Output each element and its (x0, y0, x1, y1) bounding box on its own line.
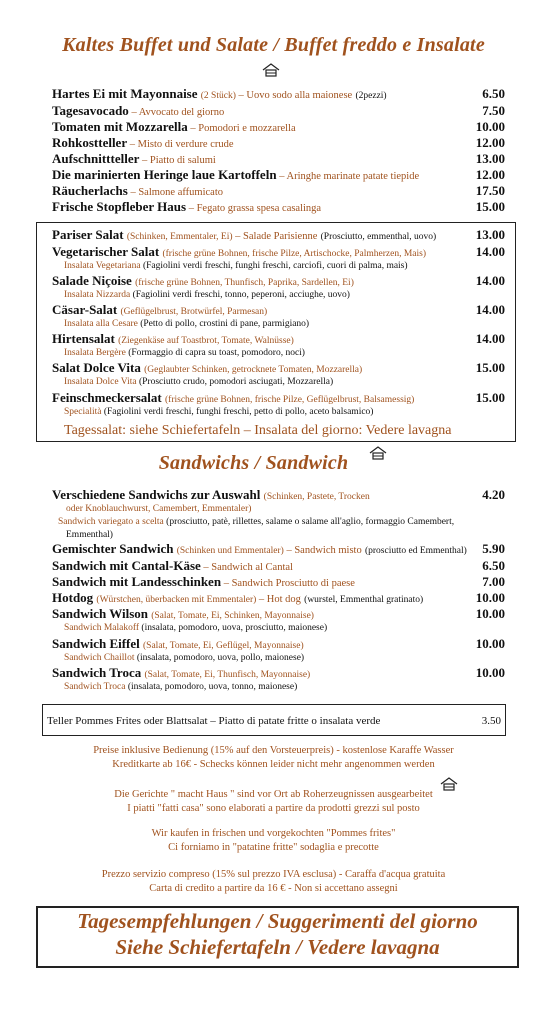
sandwich-name: Sandwich Eiffel (52, 636, 140, 651)
sandwich-price: 10.00 (475, 636, 505, 651)
note-line: Kreditkarte ab 16€ - Schecks können leider nicht mehr angenommen werden (112, 759, 435, 770)
salad-price: 14.00 (475, 302, 505, 317)
daily-salad-line: Tagessalat: siehe Schiefertafeln – Insalata del giorno: Vedere lavagna (64, 423, 452, 438)
sandwich-desc: (Salat, Tomate, Ei, Thunfisch, Mayonnaise) (144, 670, 311, 680)
sandwich-price: 4.20 (482, 487, 505, 502)
section-title-sandwiches: Sandwichs / Sandwich (158, 452, 349, 474)
salad-desc-it: (Fagiolini verdi freschi, tonno, peperoni, acciughe, uovo) (132, 290, 350, 300)
salad-italian (64, 376, 333, 389)
salad-italian (64, 260, 408, 273)
sandwich-italian (64, 681, 297, 694)
menu-item: Tagesavocado – Avvocato del giorno 7.50 (52, 103, 505, 118)
salad-desc: (Geflügelbrust, Brotwürfel, Parmesan) (120, 307, 268, 317)
fries-price: 3.50 (481, 715, 501, 727)
footer-line-2: Siehe Schiefertafeln / Vedere lavagna (115, 935, 440, 959)
sandwich-name-it: Sandwich variegato a scelta (58, 517, 164, 527)
sandwich-italian (64, 652, 304, 665)
sandwich-desc-it: (prosciutto, patè, rillettes, salame o salame all'aglio, formaggio Camembert, (166, 517, 455, 527)
menu-item: Rohkostteller – Misto di verdure crude 12.00 (52, 135, 505, 150)
sandwich-item: Sandwich mit Landesschinken – Sandwich Prosciutto di paese 7.00 (52, 574, 505, 589)
sandwich-name-it: Sandwich Troca (64, 682, 126, 692)
salad-price: 14.00 (475, 244, 505, 259)
sandwich-desc-it: (insalata, pomodoro, uova, prosciutto, maionese) (141, 623, 328, 633)
item-name-it: Piatto di salumi (149, 155, 216, 166)
salad-price: 14.00 (475, 331, 505, 346)
sandwich-price: 7.00 (482, 574, 505, 589)
salad-italian (64, 318, 309, 331)
salad-desc: (frische grüne Bohnen, Thunfisch, Paprika, Sardellen, Ei) (135, 278, 354, 288)
salad-desc-it: (Prosciutto, emmenthal, uovo) (320, 232, 437, 242)
item-qty-de: (2 Stück) (200, 91, 236, 101)
menu-item: Frische Stopfleber Haus – Fegato grassa spesa casalinga 15.00 (52, 199, 505, 214)
sandwich-item: Sandwich mit Cantal-Käse – Sandwich al Cantal 6.50 (52, 558, 505, 573)
note-line: I piatti "fatti casa" sono elaborati a partire da prodotti grezzi sul posto (127, 803, 420, 814)
sandwich-italian (64, 622, 327, 635)
sandwich-price: 10.00 (475, 590, 505, 605)
salad-name: Salat Dolce Vita (52, 360, 141, 375)
sandwich-name: Sandwich mit Cantal-Käse (52, 558, 201, 573)
menu-item: Räucherlachs – Salmone affumicato 17.50 (52, 183, 505, 198)
sandwich-desc: (Salat, Tomate, Ei, Geflügel, Mayonnaise) (143, 641, 304, 651)
sandwich-price: 6.50 (482, 558, 505, 573)
sandwich-desc: (Würstchen, überbacken mit Emmentaler) (96, 595, 257, 605)
item-name-it: Avvocato del giorno (138, 107, 225, 118)
salad-desc-it: (Fagiolini verdi freschi, funghi freschi, carciofi, cuori di palma, mais) (142, 261, 408, 271)
menu-item: Aufschnittteller – Piatto di salumi 13.00 (52, 151, 505, 166)
daily-recommendations-box (36, 906, 519, 968)
sandwich-name: Gemischter Sandwich (52, 541, 174, 556)
item-name-de: Rohkostteller (52, 135, 128, 150)
sandwich-name-it: Sandwich misto (294, 545, 362, 556)
item-price: 12.00 (475, 135, 505, 150)
fries-line (47, 713, 501, 729)
sandwich-name: Verschiedene Sandwichs zur Auswahl (52, 487, 261, 502)
item-name-it: Aringhe marinate patate tiepide (286, 171, 420, 182)
salad-desc: (Geglaubter Schinken, getrocknete Tomaten, Mozzarella) (144, 365, 363, 375)
note-line: Prezzo servizio compreso (15% sul prezzo IVA esclusa) - Caraffa d'acqua gratuita (101, 869, 446, 880)
sandwich-name: Sandwich mit Landesschinken (52, 574, 222, 589)
item-name-it: Pomodori e mozzarella (198, 123, 296, 134)
salad-desc: (frische grüne Bohnen, frische Pilze, Artischocke, Palmherzen, Mais) (162, 249, 427, 259)
house-made-icon (369, 446, 387, 460)
salad-italian (64, 406, 373, 419)
salad-name: Vegetarischer Salat (52, 244, 160, 259)
salad-italian (64, 347, 305, 360)
salad-name: Feinschmeckersalat (52, 390, 162, 405)
salad-price: 13.00 (475, 227, 505, 242)
item-price: 7.50 (482, 103, 505, 118)
item-name-de: Tomaten mit Mozzarella (52, 119, 188, 134)
item-price: 15.00 (475, 199, 505, 214)
item-price: 12.00 (475, 167, 505, 182)
menu-item: Die marinierten Heringe laue Kartoffeln – Aringhe marinate patate tiepide 12.00 (52, 167, 505, 182)
sandwich-name: Sandwich Wilson (52, 606, 148, 621)
item-name-it: Salmone affumicato (138, 187, 223, 198)
item-name-it: Fegato grassa spesa casalinga (196, 203, 322, 214)
salad-name-it: Insalata Nizzarda (64, 290, 131, 300)
menu-item: Hartes Ei mit Mayonnaise (2 Stück) – Uovo sodo alla maionese (2pezzi) 6.50 (52, 86, 505, 101)
salad-name-it: Insalata Dolce Vita (64, 377, 137, 387)
salad-name: Cäsar-Salat (52, 302, 118, 317)
footer-line-1: Tagesempfehlungen / Suggerimenti del giorno (77, 909, 478, 933)
sandwich-name-it: Hot dog (266, 594, 301, 605)
house-made-icon (262, 63, 280, 77)
salad-name: Hirtensalat (52, 331, 115, 346)
item-name-de: Tagesavocado (52, 103, 129, 118)
note-line: Preise inklusive Bedienung (15% auf den Vorsteuerpreis) - kostenlose Karaffe Wasser (93, 745, 454, 756)
note-line: Die Gerichte " macht Haus " sind vor Ort ab Roherzeugnissen ausgearbeitet (114, 789, 433, 800)
sandwich-desc: (Salat, Tomate, Ei, Schinken, Mayonnaise) (151, 611, 314, 621)
item-name-de: Aufschnittteller (52, 151, 140, 166)
sandwich-name: Hotdog (52, 590, 94, 605)
sandwich-name-it: Sandwich Prosciutto di paese (231, 578, 355, 589)
sandwich-price: 10.00 (475, 606, 505, 621)
item-name-de: Hartes Ei mit Mayonnaise (52, 86, 198, 101)
sandwich-desc-it: (wurstel, Emmenthal gratinato) (304, 595, 424, 605)
section-title-buffet: Kaltes Buffet und Salate / Buffet freddo e Insalate (62, 34, 485, 56)
sandwich-italian (58, 516, 454, 529)
item-name-de: Frische Stopfleber Haus (52, 199, 187, 214)
sandwich-price: 5.90 (482, 541, 505, 556)
sandwich-desc-it: (prosciutto ed Emmenthal) (364, 546, 467, 556)
item-qty-it: (2pezzi) (355, 91, 387, 101)
salad-name-it: Insalata Vegetariana (64, 261, 141, 271)
sandwich-name-it: Sandwich Chaillot (64, 653, 135, 663)
fries-text: Teller Pommes Frites oder Blattsalat – Piatto di patate fritte o insalata verde (47, 715, 381, 727)
salad-name: Salade Niçoise (52, 273, 132, 288)
salad-desc-it: (Prosciutto crudo, pomodori asciugati, Mozzarella) (138, 377, 334, 387)
item-price: 17.50 (475, 183, 505, 198)
sandwich-desc-it: (insalata, pomodoro, uova, pollo, maionese) (136, 653, 305, 663)
item-name-de: Die marinierten Heringe laue Kartoffeln (52, 167, 277, 182)
salad-price: 15.00 (475, 360, 505, 375)
salad-item: Pariser Salat (Schinken, Emmentaler, Ei) – Salade Parisienne (Prosciutto, emmenthal, uovo) 13.00 (52, 227, 505, 242)
salad-desc: (frische grüne Bohnen, frische Pilze, Geflügelbrust, Balsamessig) (165, 395, 415, 405)
salad-desc: (Schinken, Emmentaler, Ei) (126, 232, 233, 242)
item-name-de: Räucherlachs (52, 183, 128, 198)
note-line: Wir kaufen in frischen und vorgekochten "Pommes frites" (151, 828, 396, 839)
salad-desc-it: (Formaggio di capra su toast, pomodoro, noci) (128, 348, 305, 358)
item-price: 10.00 (475, 119, 505, 134)
sandwich-desc-it-cont: Emmenthal) (66, 530, 113, 540)
salad-italian (64, 289, 350, 302)
menu-item: Tomaten mit Mozzarella – Pomodori e mozzarella 10.00 (52, 119, 505, 134)
sandwich-item: Hotdog (Würstchen, überbacken mit Emmentaler) – Hot dog (wurstel, Emmenthal gratinato) 10.00 (52, 590, 505, 605)
salad-name-it: Insalata alla Cesare (64, 319, 138, 329)
sandwich-name-it: Sandwich al Cantal (211, 562, 293, 573)
sandwich-desc-it: (insalata, pomodoro, uova, tonno, maionese) (127, 682, 298, 692)
item-name-it: Misto di verdure crude (137, 139, 234, 150)
sandwich-item: Gemischter Sandwich (Schinken und Emmentaler) – Sandwich misto (prosciutto ed Emmenthal) 5.90 (52, 541, 505, 556)
salad-price: 14.00 (475, 273, 505, 288)
salad-name-it: Insalata Bergère (64, 348, 126, 358)
note-line: Ci forniamo in "patatine fritte" sodaglia e precotte (168, 842, 379, 853)
salad-name-it: Specialità (64, 407, 102, 417)
sandwich-name-it: Sandwich Malakoff (64, 623, 140, 633)
item-price: 6.50 (482, 86, 505, 101)
sandwich-desc: (Schinken, Pastete, Trocken (263, 492, 370, 502)
sandwich-name: Sandwich Troca (52, 665, 142, 680)
item-price: 13.00 (475, 151, 505, 166)
salad-desc-it: (Petto di pollo, crostini di pane, parmigiano) (140, 319, 310, 329)
salad-name-it: Salade Parisienne (243, 231, 318, 242)
item-name-it: Uovo sodo alla maionese (246, 90, 353, 101)
salad-desc: (Ziegenkäse auf Toastbrot, Tomate, Walnüsse) (118, 336, 294, 346)
sandwich-desc: (Schinken und Emmentaler) (176, 546, 284, 556)
salad-desc-it: (Fagiolini verdi freschi, funghi freschi, petto di pollo, aceto balsamico) (103, 407, 374, 417)
salad-price: 15.00 (475, 390, 505, 405)
sandwich-desc-cont: oder Knoblauchwurst, Camembert, Emmentaler) (66, 504, 252, 514)
salad-name: Pariser Salat (52, 227, 124, 242)
sandwich-price: 10.00 (475, 665, 505, 680)
note-line: Carta di credito a partire da 16 € - Non si accettano assegni (149, 883, 398, 894)
